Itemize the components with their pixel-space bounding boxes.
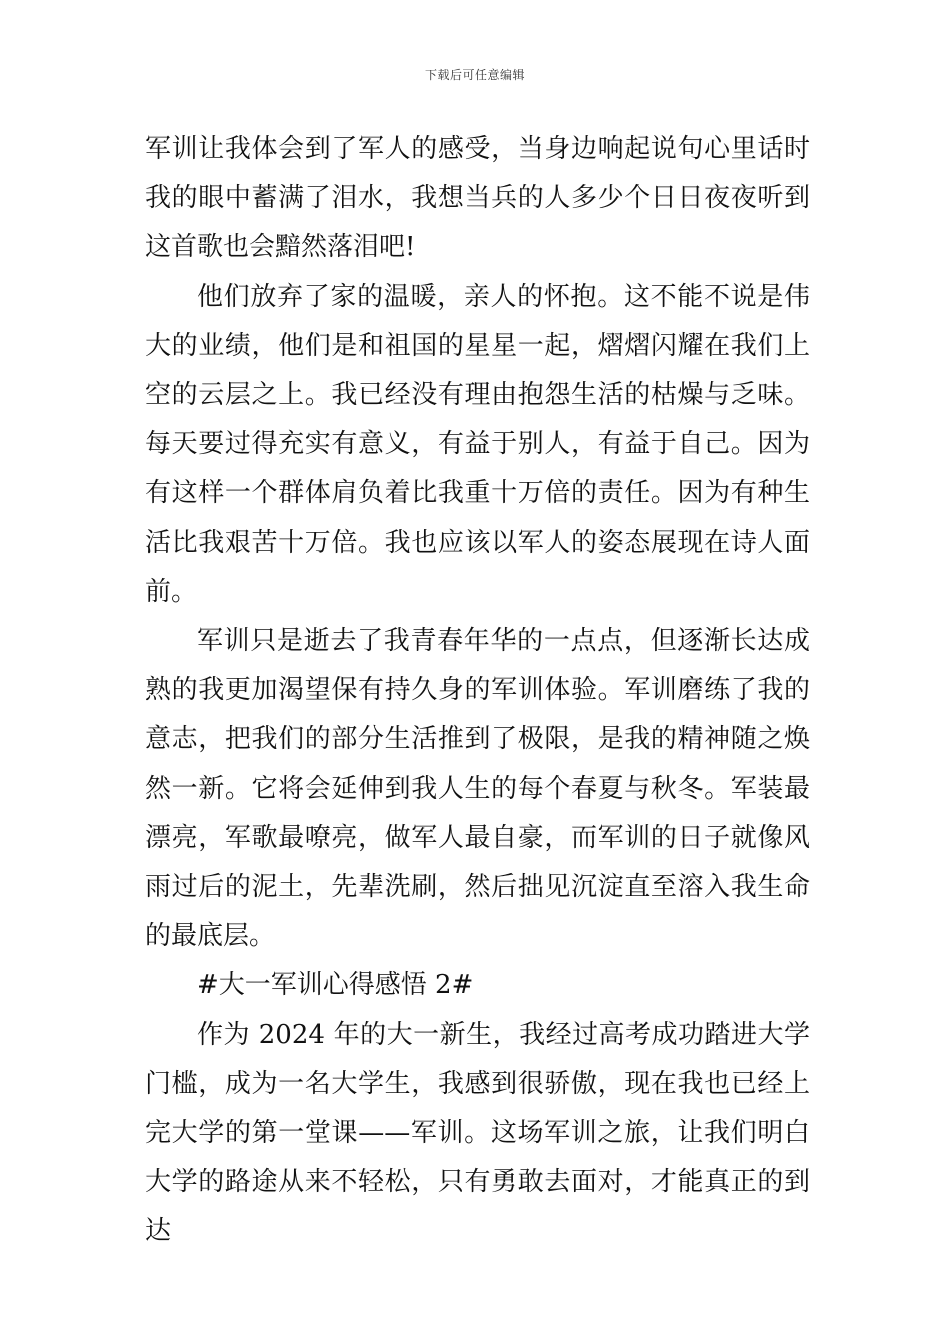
document-body [145, 125, 810, 1257]
paragraph: 他们放弃了家的温暖，亲人的怀抱。这不能不说是伟大的业绩，他们是和祖国的星星一起，熠熠闪耀在我们上空的云层之上。我已经没有理由抱怨生活的枯燥与乏味。每天要过得充实有意义，有益于别人，有益于自己。因为有这样一个群体肩负着比我重十万倍的责任。因为有种生活比我艰苦十万倍。我也应该以军人的姿态展现在诗人面前。 [145, 281, 810, 607]
paragraph: 军训只是逝去了我青春年华的一点点，但逐渐长达成熟的我更加渴望保有持久身的军训体验。军训磨练了我的意志，把我们的部分生活推到了极限，是我的精神随之焕然一新。它将会延伸到我人生的每个春夏与秋冬。军装最漂亮，军歌最嘹亮，做军人最自豪，而军训的日子就像风雨过后的泥土，先辈洗刷，然后拙见沉淀直至溶入我生命的最底层。 [145, 626, 810, 952]
paragraph-continuation: 军训让我体会到了军人的感受，当身边响起说句心里话时我的眼中蓄满了泪水，我想当兵的人多少个日日夜夜听到这首歌也会黯然落泪吧! [145, 134, 810, 263]
paragraph: 作为 2024 年的大一新生，我经过高考成功踏进大学门槛，成为一名大学生，我感到很骄傲，现在我也已经上完大学的第一堂课——军训。这场军训之旅，让我们明白大学的路途从来不轻松，只有勇敢去面对，才能真正的到达 [145, 1019, 810, 1247]
page-header: 下载后可任意编辑 [424, 68, 525, 82]
section-heading: #大一军训心得感悟 2# [197, 970, 474, 1001]
